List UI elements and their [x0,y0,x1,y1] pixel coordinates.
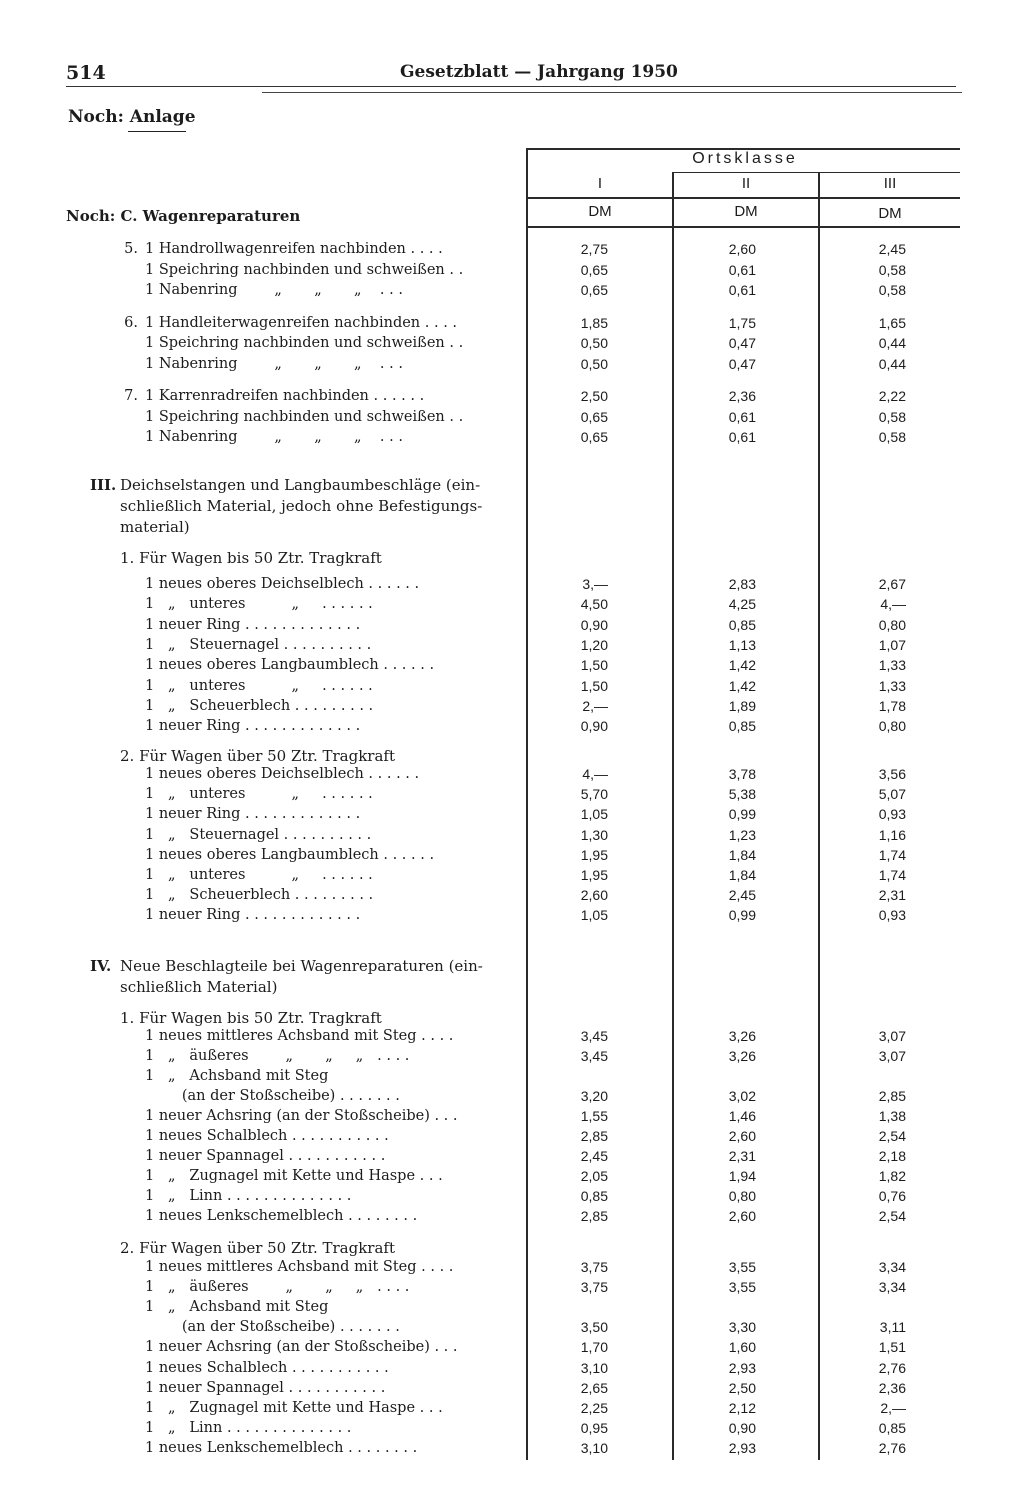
price-class-3: 0,58 [878,429,906,445]
header-rule [66,86,956,87]
item-label: 1 Handleiterwagenreifen nachbinden . . . . [145,314,458,331]
item-label: 1 neuer Spannagel . . . . . . . . . . . [145,1148,386,1164]
price-class-1: 2,85 [580,1208,608,1224]
price-class-3: 1,51 [878,1339,906,1356]
item-label: 1 neues Schalblech . . . . . . . . . . . [145,1128,389,1144]
price-class-1: 5,70 [580,786,608,803]
iii-2-subheading: 2. Für Wagen über 50 Ztr. Tragkraft [120,747,395,765]
price-class-1: 0,95 [580,1419,608,1436]
section-c-heading: Noch: C. Wagenreparaturen [66,207,301,225]
price-class-2: 0,61 [728,408,756,425]
price-class-1: 0,65 [580,408,608,425]
price-class-2: 3,26 [728,1028,756,1044]
table-row [0,806,1024,826]
item-label: (an der Stoßscheibe) . . . . . . . [145,1319,400,1336]
price-class-2: 0,47 [728,355,756,372]
table-row [0,335,1024,355]
item-label: 1 Nabenring „ „ „ . . . [145,282,403,298]
item-label: 1 „ unteres „ . . . . . . [145,867,373,883]
price-class-1: 3,75 [580,1259,608,1275]
item-number: 7. [124,388,138,404]
publication-title: Gesetzblatt — Jahrgang 1950 [400,62,678,82]
price-class-1: 1,05 [580,907,608,924]
section-iv-number: IV. [90,957,112,975]
price-class-2: 1,89 [728,697,756,714]
price-class-2: 2,60 [728,241,756,257]
price-class-2: 1,42 [728,657,756,674]
price-class-1: 1,95 [580,867,608,883]
table-row [0,388,1024,408]
item-label: 1 „ Zugnagel mit Kette und Haspe . . . [145,1399,443,1416]
table-row [0,718,1024,738]
table-row [0,786,1024,806]
table-row [0,409,1024,429]
section-iii-line: schließlich Material, jedoch ohne Befestigungs- [120,497,483,515]
price-class-1: 2,25 [580,1399,608,1416]
item-label: 1 „ äußeres „ „ „ . . . . [145,1048,410,1064]
table-row [0,827,1024,847]
table-row [0,657,1024,677]
price-class-3: 2,22 [878,388,906,404]
section-iii-line: material) [120,518,190,536]
currency-header-3: DM [878,205,902,222]
table-row [0,637,1024,657]
item-label: 1 neues Lenkschemelblech . . . . . . . . [145,1208,418,1224]
price-class-2: 1,23 [728,826,756,843]
price-class-1: 1,70 [580,1339,608,1356]
item-label: 1 Speichring nachbinden und schweißen . . [145,335,464,351]
price-class-3: 0,58 [878,408,906,425]
item-label: 1 neuer Achsring (an der Stoßscheibe) . . . [145,1339,458,1356]
price-class-1: 0,65 [580,429,608,445]
item-label: 1 Handrollwagenreifen nachbinden . . . . [145,241,443,257]
price-class-3: 0,85 [878,1419,906,1436]
item-label: 1 neues oberes Langbaumblech . . . . . . [145,846,435,863]
price-class-2: 1,42 [728,677,756,694]
price-class-3: 3,34 [878,1259,906,1275]
price-class-3: 2,67 [878,576,906,592]
price-class-1: 1,55 [580,1108,608,1124]
table-row [0,617,1024,637]
price-class-2: 0,47 [728,335,756,351]
table-row [0,1299,1024,1319]
section-iii-text [120,475,482,538]
iii-1-subheading: 1. Für Wagen bis 50 Ztr. Tragkraft [120,549,382,567]
item-label: 1 „ Achsband mit Steg [145,1299,329,1316]
continuation-heading: Noch: Anlage [68,107,196,127]
price-class-1: 0,50 [580,355,608,372]
item-label: 1 neues mittleres Achsband mit Steg . . . . [145,1028,454,1044]
price-class-1: 2,85 [580,1128,608,1144]
item-label: 1 „ Achsband mit Steg [145,1068,329,1084]
price-class-3: 2,76 [878,1359,906,1376]
price-class-2: 0,99 [728,907,756,924]
table-row [0,1048,1024,1068]
table-row [0,315,1024,335]
item-number: 5. [124,241,138,257]
price-class-2: 2,60 [728,1208,756,1224]
price-class-2: 2,93 [728,1359,756,1376]
item-label: 1 neuer Ring . . . . . . . . . . . . . [145,718,361,735]
table-row [0,576,1024,596]
item-label: 1 „ unteres „ . . . . . . [145,596,373,613]
iv-2-subheading: 2. Für Wagen über 50 Ztr. Tragkraft [120,1239,395,1257]
currency-header-1: DM [588,203,612,220]
price-class-1: 1,05 [580,806,608,823]
price-class-2: 3,78 [728,766,756,782]
price-class-2: 2,83 [728,576,756,592]
section-iv-text [120,956,483,998]
item-label: 1 neuer Spannagel . . . . . . . . . . . [145,1379,386,1396]
table-row [0,766,1024,786]
item-label: 1 neues oberes Deichselblech . . . . . . [145,576,420,592]
section-iii-number: III. [90,476,117,494]
price-class-1: 0,65 [580,261,608,278]
price-class-2: 2,31 [728,1148,756,1164]
price-class-2: 0,61 [728,282,756,298]
price-class-2: 2,45 [728,887,756,904]
price-class-2: 0,99 [728,806,756,823]
class-header-2: II [741,175,751,192]
price-class-3: 3,07 [878,1048,906,1064]
price-class-2: 0,85 [728,616,756,633]
price-class-1: 2,60 [580,887,608,904]
price-class-2: 3,02 [728,1088,756,1104]
table-row [0,1208,1024,1228]
price-class-3: 2,85 [878,1088,906,1104]
price-class-2: 3,55 [728,1279,756,1296]
table-row [0,596,1024,616]
price-class-3: 0,58 [878,282,906,298]
price-class-3: 3,11 [879,1319,906,1336]
price-class-1: 1,50 [580,657,608,674]
price-class-3: 0,44 [878,335,906,351]
price-class-1: 0,90 [580,718,608,735]
table-row [0,429,1024,449]
table-row [0,1028,1024,1048]
price-class-2: 1,94 [728,1168,756,1184]
item-label: 1 neues mittleres Achsband mit Steg . . . . [145,1259,454,1275]
price-class-3: 0,80 [878,718,906,735]
table-row [0,1188,1024,1208]
section-iii-line: Deichselstangen und Langbaumbeschläge (ein- [120,476,481,494]
price-class-1: 1,50 [580,677,608,694]
price-class-1: 3,20 [580,1088,608,1104]
price-class-3: 0,44 [878,355,906,372]
section-iv-line: Neue Beschlagteile bei Wagenreparaturen (ein- [120,957,483,975]
price-class-3: 1,33 [878,657,906,674]
price-class-3: 2,45 [878,241,906,257]
price-class-3: 4,— [880,596,906,613]
item-number: 6. [124,314,138,331]
ortsklasse-header: Ortsklasse [692,150,798,167]
item-label: 1 Speichring nachbinden und schweißen . . [145,408,464,425]
price-class-1: 0,50 [580,335,608,351]
price-class-3: 2,31 [878,887,906,904]
table-row [0,1440,1024,1460]
table-row [0,1420,1024,1440]
table-row [0,1168,1024,1188]
item-label: 1 neues oberes Deichselblech . . . . . . [145,766,420,782]
price-class-1: 3,— [582,576,608,592]
price-class-2: 1,84 [728,867,756,883]
price-class-1: 2,05 [580,1168,608,1184]
price-class-3: 1,65 [878,314,906,331]
price-class-3: 0,80 [878,616,906,633]
class-header-1: I [597,175,603,192]
item-label: 1 neues oberes Langbaumblech . . . . . . [145,657,435,674]
price-class-3: 1,82 [878,1168,906,1184]
item-label: 1 neuer Ring . . . . . . . . . . . . . [145,806,361,823]
iv-1-subheading: 1. Für Wagen bis 50 Ztr. Tragkraft [120,1009,382,1027]
price-class-1: 0,65 [580,282,608,298]
item-label: 1 neuer Ring . . . . . . . . . . . . . [145,907,361,924]
price-class-2: 1,60 [728,1339,756,1356]
ortsklasse-rule [672,172,960,173]
price-class-1: 3,45 [580,1048,608,1064]
header-rule-secondary [262,92,962,93]
price-class-1: 2,50 [580,388,608,404]
item-label: 1 „ Scheuerblech . . . . . . . . . [145,697,374,714]
price-class-1: 0,85 [580,1188,608,1204]
class-rule [526,197,960,199]
continuation-underline [128,131,186,132]
table-row [0,887,1024,907]
price-class-3: 2,54 [878,1208,906,1224]
item-label: 1 „ Zugnagel mit Kette und Haspe . . . [145,1168,443,1184]
price-class-3: 2,18 [878,1148,906,1164]
price-class-3: 2,54 [878,1128,906,1144]
price-class-3: 5,07 [878,786,906,803]
table-row [0,1148,1024,1168]
table-row [0,1088,1024,1108]
price-class-2: 2,12 [728,1399,756,1416]
item-label: 1 „ Steuernagel . . . . . . . . . . [145,636,372,653]
price-class-1: 0,90 [580,616,608,633]
price-class-3: 1,78 [878,697,906,714]
item-label: 1 „ unteres „ . . . . . . [145,786,373,803]
table-row [0,1259,1024,1279]
price-class-1: 3,50 [580,1319,608,1336]
price-class-1: 3,10 [580,1439,608,1456]
price-class-1: 2,45 [580,1148,608,1164]
price-class-2: 0,61 [728,261,756,278]
class-header-3: III [883,175,897,192]
table-row [0,282,1024,302]
item-label: (an der Stoßscheibe) . . . . . . . [145,1088,400,1104]
table-row [0,1108,1024,1128]
currency-rule [526,226,960,228]
price-class-1: 3,75 [580,1279,608,1296]
price-class-3: 2,36 [878,1379,906,1396]
price-class-1: 4,— [582,766,608,782]
price-class-1: 4,50 [580,596,608,613]
price-class-3: 0,58 [878,261,906,278]
section-iv-line: schließlich Material) [120,978,278,996]
price-class-3: 0,76 [878,1188,906,1204]
table-row [0,262,1024,282]
price-class-3: 1,07 [878,636,906,653]
price-class-3: 0,93 [878,907,906,924]
table-row [0,678,1024,698]
price-class-2: 1,75 [728,314,756,331]
item-label: 1 Nabenring „ „ „ . . . [145,429,403,445]
item-label: 1 „ Linn . . . . . . . . . . . . . . [145,1188,352,1204]
price-class-1: 1,85 [580,314,608,331]
price-class-3: 3,34 [878,1279,906,1296]
price-class-1: 2,— [582,697,608,714]
page-number: 514 [66,62,106,84]
price-class-1: 2,75 [580,241,608,257]
item-label: 1 neues Schalblech . . . . . . . . . . . [145,1359,389,1376]
table-row [0,1360,1024,1380]
price-class-3: 1,74 [878,846,906,863]
price-class-3: 3,56 [878,766,906,782]
item-label: 1 „ Steuernagel . . . . . . . . . . [145,826,372,843]
item-label: 1 neuer Achsring (an der Stoßscheibe) . . . [145,1108,458,1124]
price-class-2: 2,93 [728,1439,756,1456]
table-row [0,241,1024,261]
price-class-2: 3,26 [728,1048,756,1064]
price-class-2: 0,80 [728,1188,756,1204]
price-class-1: 2,65 [580,1379,608,1396]
table-row [0,1128,1024,1148]
table-row [0,867,1024,887]
price-class-2: 1,13 [728,636,756,653]
price-class-3: 1,38 [878,1108,906,1124]
price-class-2: 2,60 [728,1128,756,1144]
item-label: 1 neuer Ring . . . . . . . . . . . . . [145,616,361,633]
item-label: 1 Speichring nachbinden und schweißen . . [145,261,464,278]
price-class-1: 1,95 [580,846,608,863]
table-row [0,1339,1024,1359]
price-class-1: 1,30 [580,826,608,843]
price-class-2: 2,36 [728,388,756,404]
price-class-2: 4,25 [728,596,756,613]
table-row [0,698,1024,718]
price-class-2: 1,84 [728,846,756,863]
price-class-2: 0,85 [728,718,756,735]
price-class-2: 5,38 [728,786,756,803]
price-class-3: 1,33 [878,677,906,694]
price-class-3: 2,76 [878,1439,906,1456]
table-row [0,1400,1024,1420]
table-row [0,1380,1024,1400]
table-row [0,847,1024,867]
price-class-2: 0,61 [728,429,756,445]
price-class-1: 3,45 [580,1028,608,1044]
price-class-3: 1,74 [878,867,906,883]
price-class-3: 2,— [880,1399,906,1416]
price-class-2: 3,30 [728,1319,756,1336]
price-class-3: 0,93 [878,806,906,823]
price-class-3: 3,07 [878,1028,906,1044]
price-class-3: 1,16 [878,826,906,843]
table-row [0,907,1024,927]
table-row [0,1319,1024,1339]
item-label: 1 „ Scheuerblech . . . . . . . . . [145,887,374,904]
price-class-2: 0,90 [728,1419,756,1436]
currency-header-2: DM [734,203,758,220]
table-row [0,1068,1024,1088]
price-class-2: 3,55 [728,1259,756,1275]
item-label: 1 neues Lenkschemelblech . . . . . . . . [145,1439,418,1456]
item-label: 1 Karrenradreifen nachbinden . . . . . . [145,388,425,404]
table-row [0,356,1024,376]
price-class-1: 1,20 [580,636,608,653]
price-class-2: 1,46 [728,1108,756,1124]
item-label: 1 „ Linn . . . . . . . . . . . . . . [145,1419,352,1436]
table-row [0,1279,1024,1299]
price-class-1: 3,10 [580,1359,608,1376]
item-label: 1 „ unteres „ . . . . . . [145,677,373,694]
item-label: 1 Nabenring „ „ „ . . . [145,355,403,372]
price-class-2: 2,50 [728,1379,756,1396]
item-label: 1 „ äußeres „ „ „ . . . . [145,1279,410,1296]
